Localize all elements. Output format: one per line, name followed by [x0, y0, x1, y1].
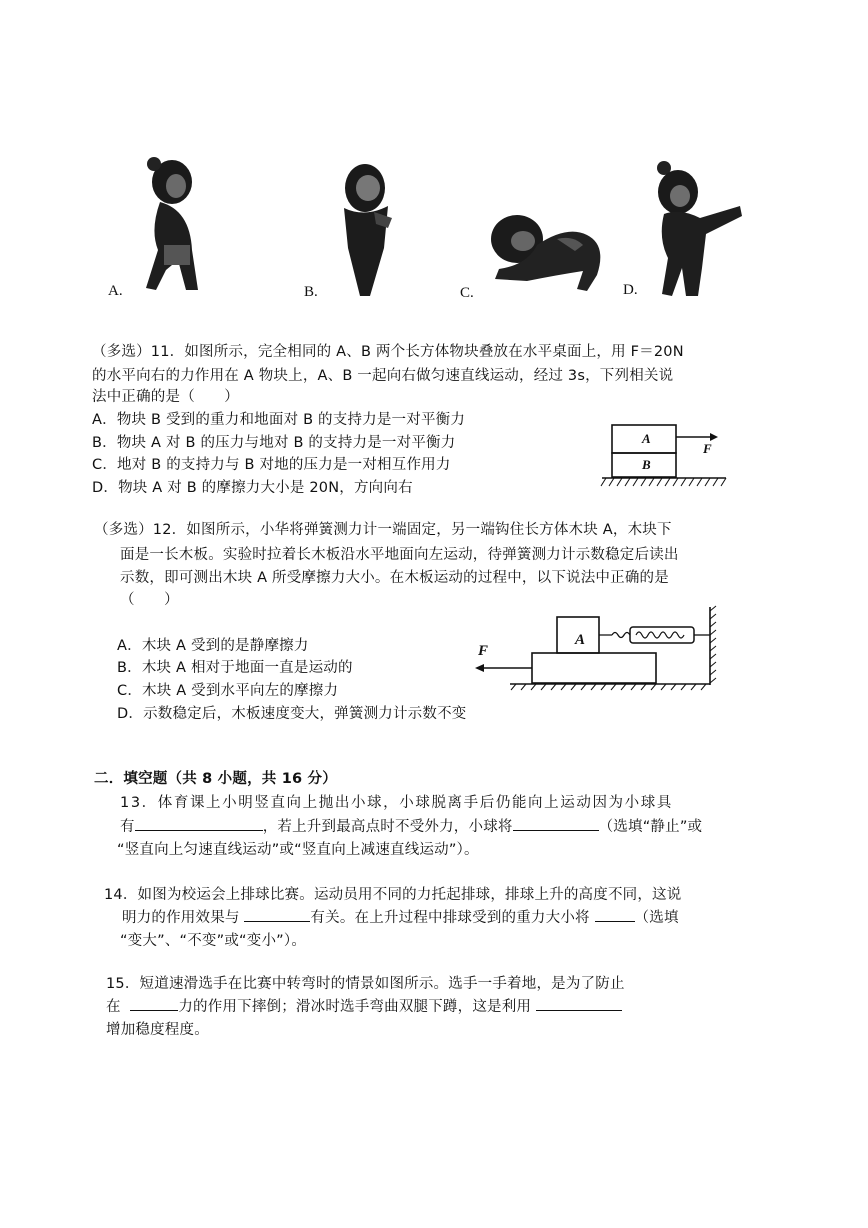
figure-c-label: C.	[460, 285, 474, 301]
q12-stem-line2: 面是一长木板。实验时拉着长木板沿水平地面向左运动，待弹簧测力计示数稳定后读出	[120, 547, 679, 563]
q15-text-b: 力的作用下摔倒；滑冰时选手弯曲双腿下蹲，这是利用	[178, 999, 532, 1015]
q11-option-c: C．地对 B 的支持力与 B 对地的压力是一对相互作用力	[92, 457, 451, 473]
q14-blank-1[interactable]	[244, 907, 310, 922]
q11-stem-line2: 的水平向右的力作用在 A 物块上，A、B 一起向右做匀速直线运动，经过 3s，下列相关说	[92, 368, 674, 384]
q14-line3: “变大”、“不变”或“变小”）。	[120, 933, 307, 949]
q13-blank-1[interactable]	[135, 816, 263, 831]
spring-scale	[630, 627, 694, 643]
q13-text-a: 有	[120, 819, 135, 835]
q15-line2	[106, 996, 622, 1018]
q11-diagram-label-f: F	[703, 441, 712, 456]
q11-option-d: D．物块 A 对 B 的摩擦力大小是 20N，方向向右	[92, 480, 413, 496]
q15-blank-2[interactable]	[536, 996, 622, 1011]
q15-line1: 15．短道速滑选手在比赛中转弯时的情景如图所示。选手一手着地，是为了防止	[106, 976, 625, 992]
q14-text-a: 明力的作用效果与	[122, 910, 240, 926]
q12-diagram-label-f: F	[478, 643, 489, 659]
section-2-heading: 二．填空题（共 8 小题，共 16 分）	[94, 771, 337, 787]
q12-option-b: B．木块 A 相对于地面一直是运动的	[117, 660, 353, 676]
q12-option-d: D．示数稳定后，木板速度变大，弹簧测力计示数不变	[117, 706, 467, 722]
q14-line1: 14．如图为校运会上排球比赛。运动员用不同的力托起排球，排球上升的高度不同，这说	[104, 887, 682, 903]
q12-stem-line4: （ ）	[120, 592, 179, 608]
q13-line2	[120, 816, 702, 838]
q12-stem-line1: （多选）12．如图所示，小华将弹簧测力计一端固定，另一端钩住长方体木块 A，木块下	[94, 522, 672, 538]
q13-text-c: （选填“静止”或	[598, 819, 703, 835]
q11-option-a: A．物块 B 受到的重力和地面对 B 的支持力是一对平衡力	[92, 412, 466, 428]
figure-d-label: D.	[623, 282, 638, 298]
q11-option-b: B．物块 A 对 B 的压力与地对 B 的支持力是一对平衡力	[92, 435, 456, 451]
q13-blank-2[interactable]	[513, 816, 599, 831]
figure-b-label: B.	[304, 284, 318, 300]
q15-blank-1[interactable]	[130, 996, 178, 1011]
q13-line1: 13．体育课上小明竖直向上抛出小球，小球脱离手后仍能向上运动因为小球具	[120, 795, 673, 811]
figure-d-image	[650, 158, 750, 300]
q11-stem-line3: 法中正确的是（ ）	[92, 389, 239, 405]
q15-text-a: 在	[106, 999, 121, 1015]
q14-blank-2[interactable]	[595, 907, 635, 922]
figure-a-image	[120, 150, 230, 300]
long-board	[532, 653, 656, 683]
figure-b-image	[330, 158, 400, 298]
q11-diagram-label-b: B	[642, 457, 651, 472]
q14-text-c: （选填	[634, 910, 679, 926]
q11-diagram-label-a: A	[642, 431, 651, 446]
q13-text-b: ，若上升到最高点时不受外力，小球将	[262, 819, 513, 835]
q12-option-c: C．木块 A 受到水平向左的摩擦力	[117, 683, 339, 699]
q11-stem-line1: （多选）11．如图所示，完全相同的 A、B 两个长方体物块叠放在水平桌面上，用 F＝20N	[92, 344, 684, 360]
q12-option-a: A．木块 A 受到的是静摩擦力	[117, 638, 309, 654]
q15-line3: 增加稳度程度。	[106, 1022, 209, 1038]
figure-c-image	[487, 205, 612, 295]
q12-stem-line3: 示数，即可测出木块 A 所受摩擦力大小。在木板运动的过程中，以下说法中正确的是	[120, 570, 669, 586]
q14-line2	[122, 907, 679, 929]
figure-a-label: A.	[108, 283, 123, 299]
q14-text-b: 有关。在上升过程中排球受到的重力大小将	[310, 910, 590, 926]
q12-diagram	[470, 605, 720, 690]
q13-line3: “竖直向上匀速直线运动”或“竖直向上减速直线运动”）。	[117, 842, 479, 858]
q12-diagram-label-a: A	[575, 632, 586, 648]
